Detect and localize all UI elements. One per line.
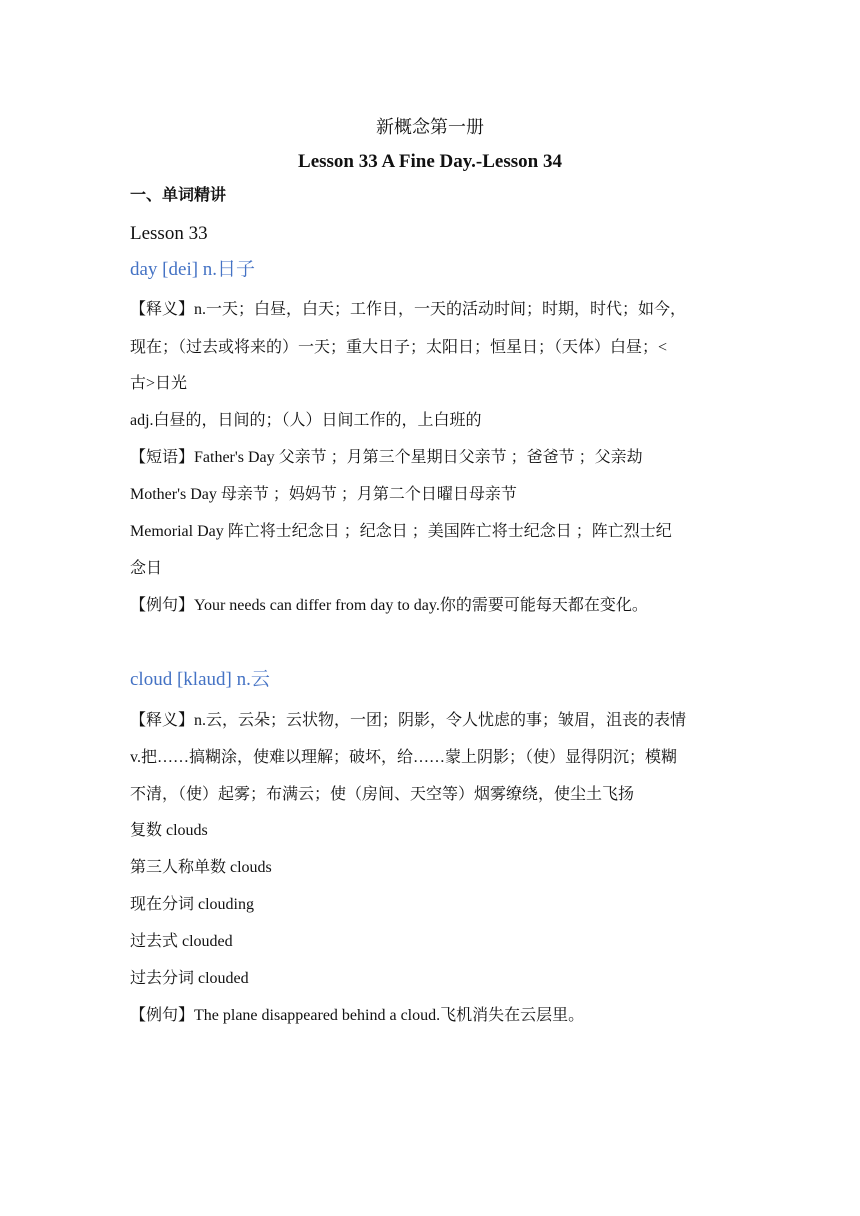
- inflection-past-participle: 过去分词 clouded: [130, 970, 249, 987]
- inflection-past-tense: 过去式 clouded: [130, 933, 233, 950]
- adjective-line: adj.白昼的，日间的；（人）日间工作的，上白班的: [130, 412, 482, 429]
- definition-line: 【释义】n.一天；白昼，白天；工作日，一天的活动时间；时期，时代；如今，: [130, 301, 687, 318]
- document-title-english: Lesson 33 A Fine Day.-Lesson 34: [298, 151, 562, 172]
- phrase-line: Memorial Day 阵亡将士纪念日 ；纪念日 ；美国阵亡将士纪念日 ；阵亡烈士纪: [130, 523, 672, 540]
- section-heading: 一、单词精讲: [130, 187, 227, 204]
- inflection-present-participle: 现在分词 clouding: [130, 896, 254, 913]
- lesson-label: Lesson 33: [130, 223, 208, 244]
- definition-line: v.把……搞糊涂，使难以理解；破坏，给……蒙上阴影；（使）显得阴沉；模糊: [130, 749, 677, 766]
- phrase-line: Mother's Day 母亲节 ；妈妈节 ；月第二个日曜日母亲节: [130, 486, 517, 503]
- inflection-plural: 复数 clouds: [130, 822, 208, 839]
- document-title-chinese: 新概念第一册: [376, 117, 484, 137]
- definition-line: 古>日光: [130, 375, 188, 392]
- phrase-line: 【短语】Father's Day 父亲节 ；月第三个星期日父亲节 ；爸爸节 ；父亲劫: [130, 449, 643, 466]
- definition-line: 【释义】n.云，云朵；云状物，一团；阴影，令人忧虑的事；皱眉，沮丧的表情: [130, 712, 687, 729]
- example-sentence: 【例句】The plane disappeared behind a cloud.飞机消失在云层里。: [130, 1007, 585, 1024]
- example-sentence: 【例句】Your needs can differ from day to day.你的需要可能每天都在变化。: [130, 597, 648, 614]
- definition-line: 现在；（过去或将来的）一天；重大日子；太阳日；恒星日；（天体）白昼；<: [130, 339, 668, 356]
- definition-line: 不清，（使）起雾；布满云；使（房间、天空等）烟雾缭绕，使尘土飞扬: [130, 786, 635, 803]
- headword-day: day [dei] n.日子: [130, 259, 256, 280]
- phrase-line: 念日: [130, 560, 163, 577]
- headword-cloud: cloud [klaud] n.云: [130, 669, 270, 690]
- inflection-third-person: 第三人称单数 clouds: [130, 859, 272, 876]
